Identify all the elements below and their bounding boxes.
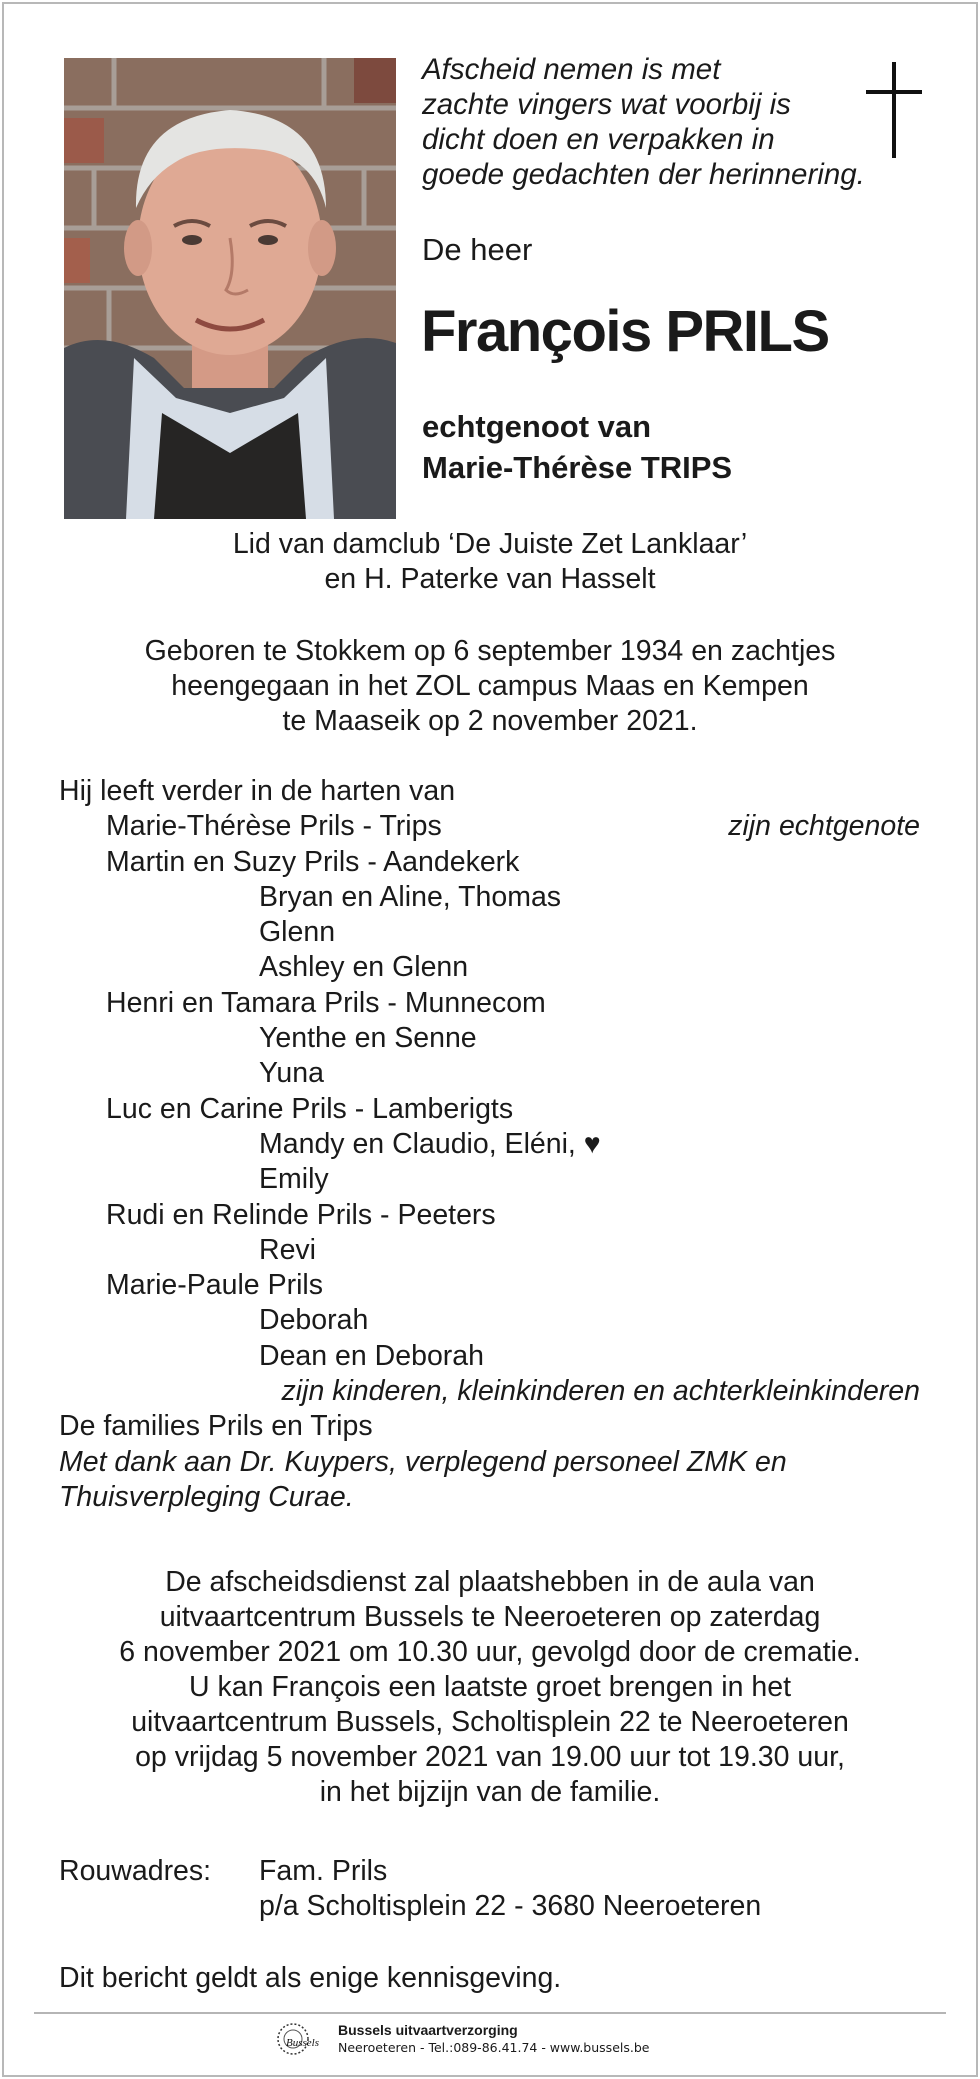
birth-death-line: te Maaseik op 2 november 2021.: [282, 705, 698, 737]
poem-line: zachte vingers wat voorbij is: [422, 88, 791, 121]
footer-divider: [34, 2012, 946, 2014]
birth-death-block: [0, 634, 980, 739]
family-intro: Hij leeft verder in de harten van: [59, 775, 456, 807]
company-contact: Neeroeteren - Tel.:089-86.41.74 - www.bussels.be: [338, 2040, 650, 2055]
child-name: Luc en Carine Prils - Lamberigts: [106, 1092, 514, 1125]
service-line: U kan François een laatste groet brengen in het: [188, 1671, 792, 1703]
service-line: uitvaartcentrum Bussels, Scholtisplein 22 te Neeroeteren: [131, 1706, 849, 1738]
families-line: De families Prils en Trips: [59, 1410, 373, 1443]
mourning-address-line: Fam. Prils: [259, 1855, 388, 1887]
mourning-address: [259, 1854, 761, 1924]
company-name: Bussels uitvaartverzorging: [338, 2022, 518, 2038]
grandchild-name: Yuna: [259, 1057, 324, 1090]
grandchild-name: Bryan en Aline, Thomas: [259, 880, 562, 913]
membership-block: [0, 527, 980, 597]
children-role: zijn kinderen, kleinkinderen en achterkleinkinderen: [281, 1375, 920, 1408]
spouse-family-name: Marie-Thérèse Prils - Trips: [106, 810, 442, 843]
spouse-role: zijn echtgenote: [728, 810, 920, 843]
poem-line: goede gedachten der herinnering.: [422, 158, 865, 191]
child-name: Rudi en Relinde Prils - Peeters: [106, 1198, 496, 1231]
grandchild-name: Yenthe en Senne: [259, 1022, 477, 1055]
family-list: [0, 774, 980, 1515]
closing-notice: Dit bericht geldt als enige kennisgeving.: [59, 1962, 562, 1994]
birth-death-line: Geboren te Stokkem op 6 september 1934 en zachtjes: [144, 635, 836, 667]
funeral-home-logo: [274, 2020, 328, 2058]
service-line: uitvaartcentrum Bussels te Neeroeteren op zaterdag: [159, 1601, 821, 1633]
mourning-address-line: p/a Scholtisplein 22 - 3680 Neeroeteren: [259, 1890, 762, 1922]
grandchild-name: Dean en Deborah: [259, 1339, 484, 1372]
child-name: Martin en Suzy Prils - Aandekerk: [106, 845, 520, 878]
thanks-line: Thuisverpleging Curae.: [59, 1480, 354, 1513]
service-line: in het bijzijn van de familie.: [319, 1776, 661, 1808]
poem-line: dicht doen en verpakken in: [422, 123, 775, 156]
thanks-line: Met dank aan Dr. Kuypers, verplegend personeel ZMK en: [59, 1445, 787, 1478]
grandchild-name: Mandy en Claudio, Eléni, ♥: [259, 1127, 601, 1160]
grandchild-name: Deborah: [259, 1304, 369, 1337]
grandchild-name: Revi: [259, 1233, 317, 1266]
poem-line: Afscheid nemen is met: [422, 53, 721, 86]
mourning-address-label: Rouwadres:: [59, 1855, 212, 1887]
service-line: op vrijdag 5 november 2021 van 19.00 uur tot 19.30 uur,: [135, 1741, 845, 1773]
deceased-name: François PRILS: [421, 299, 829, 364]
logo-text: Bussels: [286, 2037, 319, 2049]
service-block: [0, 1565, 980, 1810]
spouse-block: [422, 406, 732, 488]
membership-line: en H. Paterke van Hasselt: [324, 563, 656, 595]
salutation: De heer: [422, 232, 533, 267]
birth-death-line: heengegaan in het ZOL campus Maas en Kempen: [171, 670, 809, 702]
spouse-line: echtgenoot van: [422, 409, 652, 444]
grandchild-name: Ashley en Glenn: [259, 951, 469, 984]
membership-line: Lid van damclub ‘De Juiste Zet Lanklaar’: [232, 528, 748, 560]
poem: [422, 52, 902, 192]
cross-icon: [866, 62, 922, 158]
child-name: Marie-Paule Prils: [106, 1269, 323, 1302]
service-line: 6 november 2021 om 10.30 uur, gevolgd door de crematie.: [119, 1636, 861, 1668]
child-name: Henri en Tamara Prils - Munnecom: [106, 986, 546, 1019]
grandchild-name: Glenn: [259, 916, 336, 949]
spouse-name: Marie-Thérèse TRIPS: [422, 450, 733, 485]
service-line: De afscheidsdienst zal plaatshebben in de aula van: [165, 1566, 815, 1598]
grandchild-name: Emily: [259, 1163, 329, 1196]
portrait-photo: [64, 58, 396, 519]
